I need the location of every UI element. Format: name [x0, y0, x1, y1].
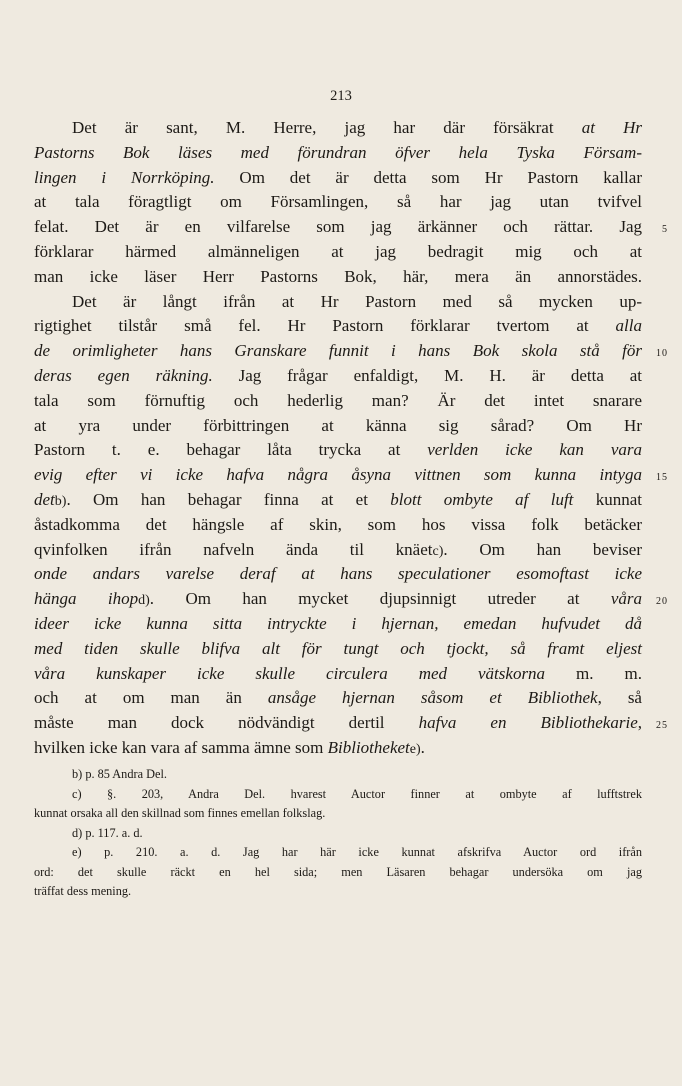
- text-run: deras egen räkning.: [34, 365, 213, 385]
- text-run: Pastorns Bok läses med förundran öfver hela Tyska Försam-: [34, 142, 642, 162]
- text-run: alla: [615, 316, 642, 336]
- text-line: [34, 314, 642, 339]
- text-line: [34, 389, 642, 414]
- text-run: åstadkomma det hängsle af skin, som hos vissa folk betäcker: [34, 514, 642, 534]
- text-run: Om det är detta som Hr Pastorn kallar: [214, 167, 642, 187]
- text-line: [34, 141, 642, 166]
- text-line: [34, 190, 642, 215]
- footnote-ref: c): [432, 543, 444, 559]
- text-run: Det är sant, M. Herre, jag har där försäkrat: [72, 118, 582, 137]
- text-line: [34, 736, 642, 761]
- text-line: [34, 637, 642, 662]
- text-run: Pastorn t. e. behagar låta trycka at: [34, 440, 428, 460]
- footnote-line: ord: det skulle räckt en hel sida; men Läsaren behagar undersöka om jag: [34, 864, 642, 879]
- footnote-ref: e): [409, 741, 421, 757]
- text-run: det: [34, 489, 55, 509]
- text-line: [34, 488, 642, 513]
- text-run: Bibliotheket: [327, 737, 410, 757]
- text-line: [34, 513, 642, 538]
- text-run: hvilken icke kan vara af samma ämne som: [34, 737, 328, 757]
- text-line: [34, 538, 642, 563]
- text-run: at tala föragtligt om Församlingen, så har jag utan tvifvel: [34, 192, 642, 212]
- text-line: [34, 587, 668, 612]
- text-line: [34, 215, 668, 240]
- text-line: [34, 463, 668, 488]
- text-line: [34, 290, 642, 315]
- text-run: blott ombyte af luft: [390, 489, 574, 509]
- text-run: onde andars varelse deraf at hans speculationer esomoftast icke: [34, 564, 642, 584]
- text-run: m. m.: [545, 663, 642, 683]
- line-number: 25: [656, 720, 668, 732]
- text-run: tala som förnuftig och hederlig man? Är det intet snarare: [34, 390, 642, 410]
- text-run: at yra under förbittringen at känna sig sårad? Om Hr: [34, 415, 642, 435]
- text-run: verlden icke kan vara: [427, 440, 642, 460]
- text-line: [34, 240, 642, 265]
- text-line: [34, 711, 668, 736]
- text-run: och at om man än: [34, 688, 268, 708]
- footnote-line: e) p. 210. a. d. Jag har här icke kunnat afskrifva Auctor ord ifrån: [72, 845, 642, 859]
- text-line: [34, 265, 642, 290]
- text-run: Det är långt ifrån at Hr Pastorn med så mycken up-: [72, 291, 642, 311]
- text-run: . Om han behagar finna at et: [66, 489, 391, 509]
- text-run: .: [420, 737, 425, 757]
- text-run: hänga ihop: [34, 589, 139, 609]
- footnote-ref: b): [54, 493, 67, 509]
- text-line: [34, 612, 642, 637]
- line-number: 5: [662, 224, 668, 236]
- text-line: [34, 686, 642, 711]
- text-run: våra kunskaper icke skulle circulera med vätskorna: [34, 663, 546, 683]
- text-run: kunnat: [573, 489, 642, 509]
- text-run: ,: [637, 713, 642, 733]
- footnote-ref: d): [138, 593, 150, 609]
- body-text: [34, 116, 668, 761]
- footnote-line: c) §. 203, Andra Del. hvarest Auctor finner at ombyte af lufftstrek: [72, 786, 642, 801]
- text-run: , så: [597, 688, 642, 708]
- text-run: ansåge hjernan såsom et Bibliothek: [267, 688, 598, 708]
- text-run: rigtighet tilstår små fel. Hr Pastorn förklarar tvertom at: [34, 316, 616, 336]
- footnote-line: träffat dess mening.: [34, 884, 132, 898]
- text-run: felat. Det är en vilfarelse som jag ärkänner och rättar. Jag: [34, 217, 642, 237]
- text-line: [34, 339, 668, 364]
- text-run: man icke läser Herr Pastorns Bok, här, mera än annorstädes.: [34, 266, 642, 286]
- line-number: 20: [656, 596, 668, 608]
- text-run: at Hr: [581, 118, 642, 137]
- text-run: lingen i Norrköping.: [34, 167, 215, 187]
- text-run: Jag frågar enfaldigt, M. H. är detta at: [212, 365, 642, 385]
- text-run: hafva en Bibliothekarie: [418, 713, 638, 733]
- text-run: . Om han mycket djupsinnigt utreder at: [149, 589, 611, 609]
- text-run: våra: [610, 589, 642, 609]
- text-line: [34, 364, 642, 389]
- text-line: [34, 662, 642, 687]
- footnotes: [34, 765, 642, 902]
- text-run: qvinfolken ifrån nafveln ända til knäet: [34, 539, 433, 559]
- text-line: [34, 438, 642, 463]
- line-number: 10: [656, 348, 668, 360]
- text-run: förklarar härmed almänneligen at jag bedragit mig och at: [34, 241, 642, 261]
- text-run: de orimligheter hans Granskare funnit i hans Bok skola stå för: [34, 341, 642, 361]
- text-run: måste man dock nödvändigt dertil: [34, 713, 419, 733]
- footnote-line: d) p. 117. a. d.: [72, 825, 143, 840]
- text-line: [34, 562, 642, 587]
- text-run: evig efter vi icke hafva några åsyna vittnen som kunna intyga: [34, 465, 642, 485]
- text-line: [34, 414, 642, 439]
- page-number: 213: [330, 88, 352, 104]
- line-number: 15: [656, 472, 668, 484]
- text-line: [34, 166, 642, 191]
- text-run: med tiden skulle blifva alt för tungt och tjockt, så framt eljest: [34, 638, 642, 658]
- text-run: ideer icke kunna sitta intryckte i hjernan, emedan hufvudet då: [34, 613, 642, 633]
- footnote-line: kunnat orsaka all den skillnad som finnes emellan folkslag.: [34, 806, 326, 820]
- footnote-line: b) p. 85 Andra Del.: [72, 767, 167, 781]
- text-run: . Om han beviser: [443, 539, 642, 559]
- text-line: [34, 116, 642, 141]
